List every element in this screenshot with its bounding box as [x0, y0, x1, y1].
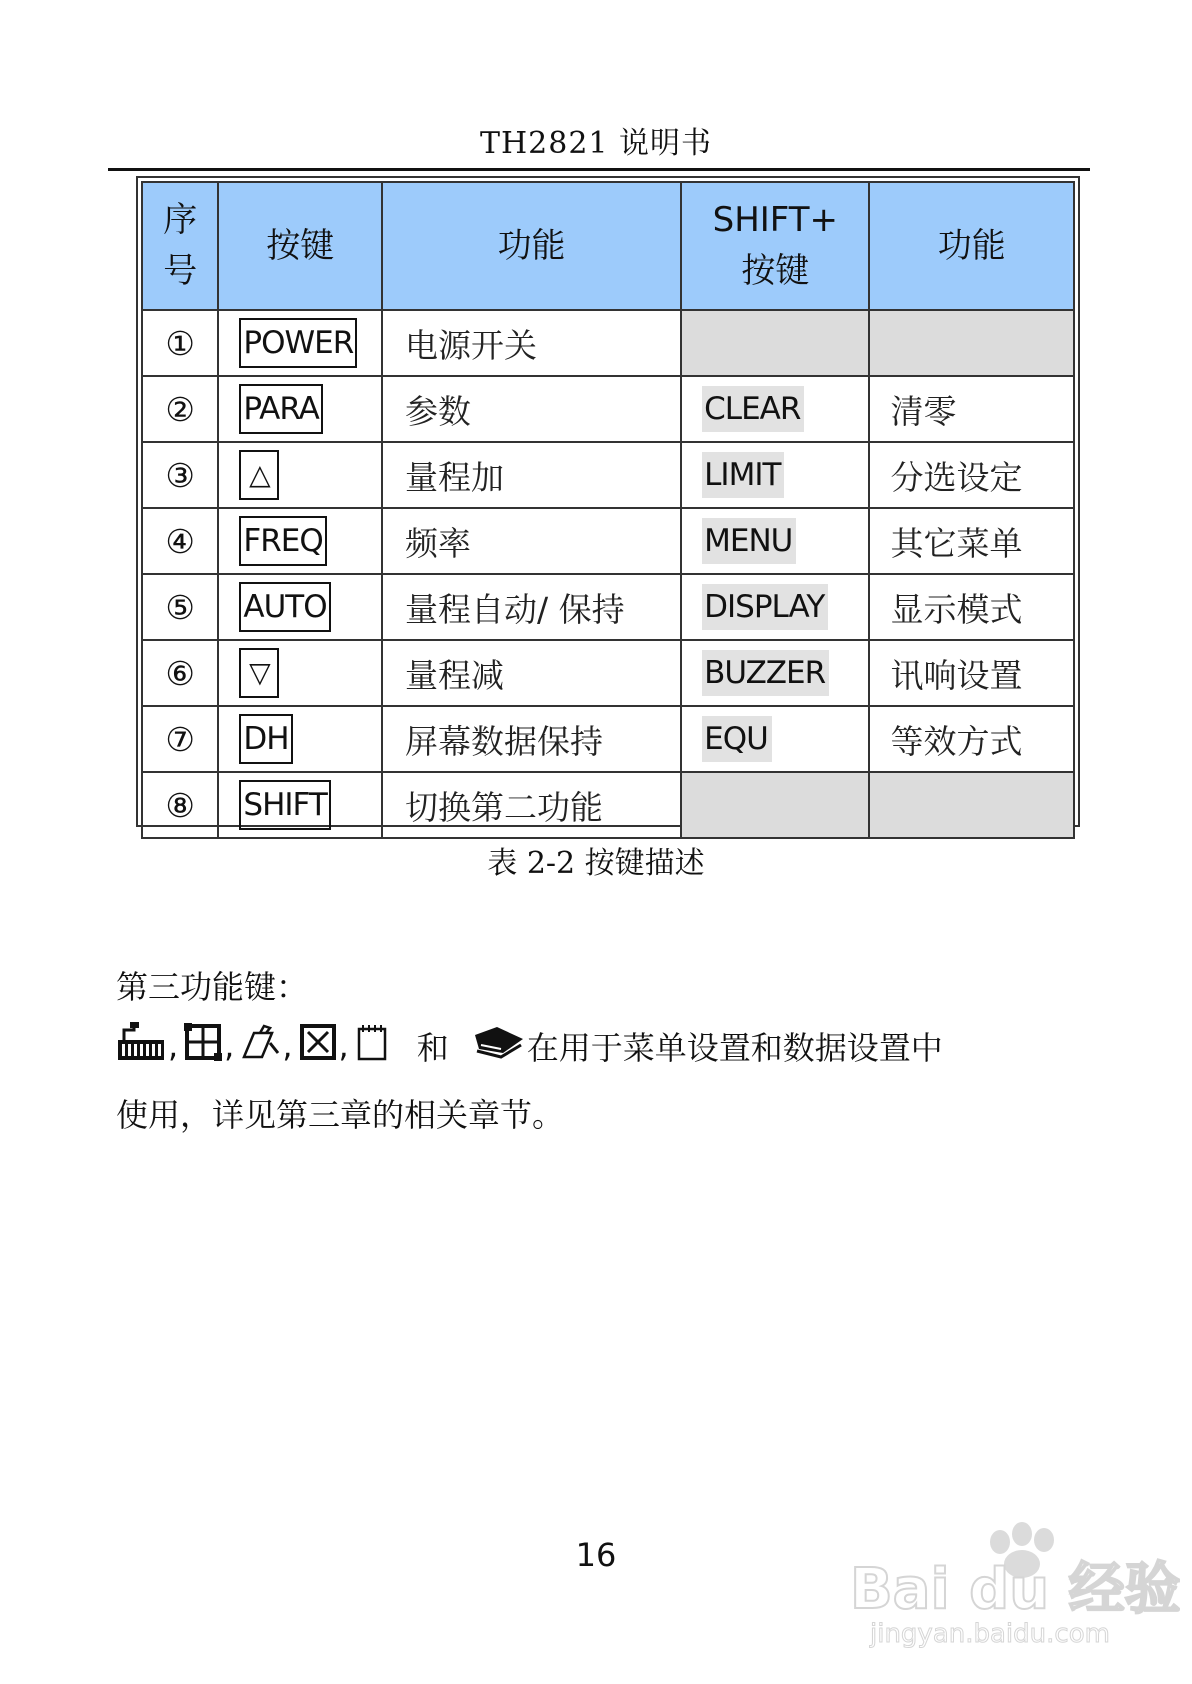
document-header-title: TH2821 说明书 [479, 126, 713, 161]
icon-separator: , [168, 1027, 179, 1065]
header-shift-key [681, 182, 869, 310]
header-rule [108, 168, 1090, 171]
watermark-brand: Bai du 经验 [850, 1557, 1180, 1622]
row-shift-key-empty [681, 772, 869, 838]
baidu-jingyan-watermark [850, 1520, 1180, 1650]
table-row [142, 706, 1074, 772]
icon-separator: , [224, 1027, 235, 1065]
row-function: 电源开关 [382, 310, 681, 376]
header-shift-key-line2: 按键 [741, 251, 810, 291]
table-row [142, 310, 1074, 376]
table-row [142, 376, 1074, 442]
row-index: ③ [142, 442, 218, 508]
row-function: 频率 [382, 508, 681, 574]
row-index: ② [142, 376, 218, 442]
table-row [142, 640, 1074, 706]
shift-key-clear: CLEAR [702, 386, 804, 432]
row-shift-function: 其它菜单 [869, 508, 1074, 574]
header-shift-key-line1: SHIFT+ [712, 200, 839, 240]
table-row [142, 442, 1074, 508]
row-function: 屏幕数据保持 [382, 706, 681, 772]
key-power: POWER [239, 318, 357, 368]
shift-key-display: DISPLAY [702, 584, 828, 630]
shift-key-buzzer: BUZZER [702, 650, 829, 696]
row-index: ④ [142, 508, 218, 574]
row-index: ⑦ [142, 706, 218, 772]
key-range-down-icon: ▽ [239, 648, 279, 698]
row-index: ① [142, 310, 218, 376]
row-function: 参数 [382, 376, 681, 442]
table-row [142, 508, 1074, 574]
keyboard-plug-icon [116, 1022, 166, 1070]
keys-table [141, 181, 1075, 839]
key-para: PARA [239, 384, 322, 434]
section-label: 第三功能键： [116, 968, 309, 1006]
pointing-hand-icon [473, 1025, 525, 1067]
shift-key-limit: LIMIT [702, 452, 784, 498]
row-index: ⑧ [142, 772, 218, 838]
row-function: 量程加 [382, 442, 681, 508]
row-index: ⑥ [142, 640, 218, 706]
table-caption: 表 2-2 按键描述 [487, 846, 705, 881]
row-shift-function: 显示模式 [869, 574, 1074, 640]
icon-separator: , [338, 1027, 349, 1065]
notepad-icon [355, 1023, 389, 1069]
line1-text: 在用于菜单设置和数据设置中 [526, 1029, 943, 1067]
key-range-up-icon: △ [239, 450, 279, 500]
header-function: 功能 [382, 182, 681, 310]
shift-key-equ: EQU [702, 716, 772, 762]
third-function-keys-line2: 使用，详见第三章的相关章节。 [116, 1096, 565, 1134]
page-number: 16 [575, 1536, 617, 1574]
and-word: 和 [416, 1029, 449, 1067]
table-header-row [142, 182, 1074, 310]
key-freq: FREQ [239, 516, 326, 566]
row-shift-function-empty [869, 772, 1074, 838]
row-shift-function: 讯响设置 [869, 640, 1074, 706]
row-shift-key-empty [681, 310, 869, 376]
key-dh: DH [239, 714, 292, 764]
header-shift-function: 功能 [869, 182, 1074, 310]
icon-separator: , [282, 1027, 293, 1065]
table-row [142, 772, 1074, 838]
clipboard-pen-icon [240, 1023, 280, 1069]
row-shift-function: 分选设定 [869, 442, 1074, 508]
header-index-line2: 号 [163, 251, 198, 291]
row-function: 量程自动/ 保持 [382, 574, 681, 640]
third-function-keys-line1 [116, 1022, 943, 1070]
crossed-box-icon [299, 1023, 337, 1069]
row-shift-function-empty [869, 310, 1074, 376]
row-index: ⑤ [142, 574, 218, 640]
row-shift-function: 等效方式 [869, 706, 1074, 772]
header-index-line1: 序 [163, 200, 198, 240]
row-function: 切换第二功能 [382, 772, 681, 838]
row-function: 量程减 [382, 640, 681, 706]
header-index [142, 182, 218, 310]
key-shift: SHIFT [239, 780, 330, 830]
key-auto: AUTO [239, 582, 330, 632]
header-key: 按键 [218, 182, 382, 310]
key-description-table [136, 176, 1080, 827]
watermark-url: jingyan.baidu.com [870, 1619, 1110, 1649]
shift-key-menu: MENU [702, 518, 796, 564]
grid-window-icon [184, 1023, 222, 1069]
row-shift-function: 清零 [869, 376, 1074, 442]
table-row [142, 574, 1074, 640]
